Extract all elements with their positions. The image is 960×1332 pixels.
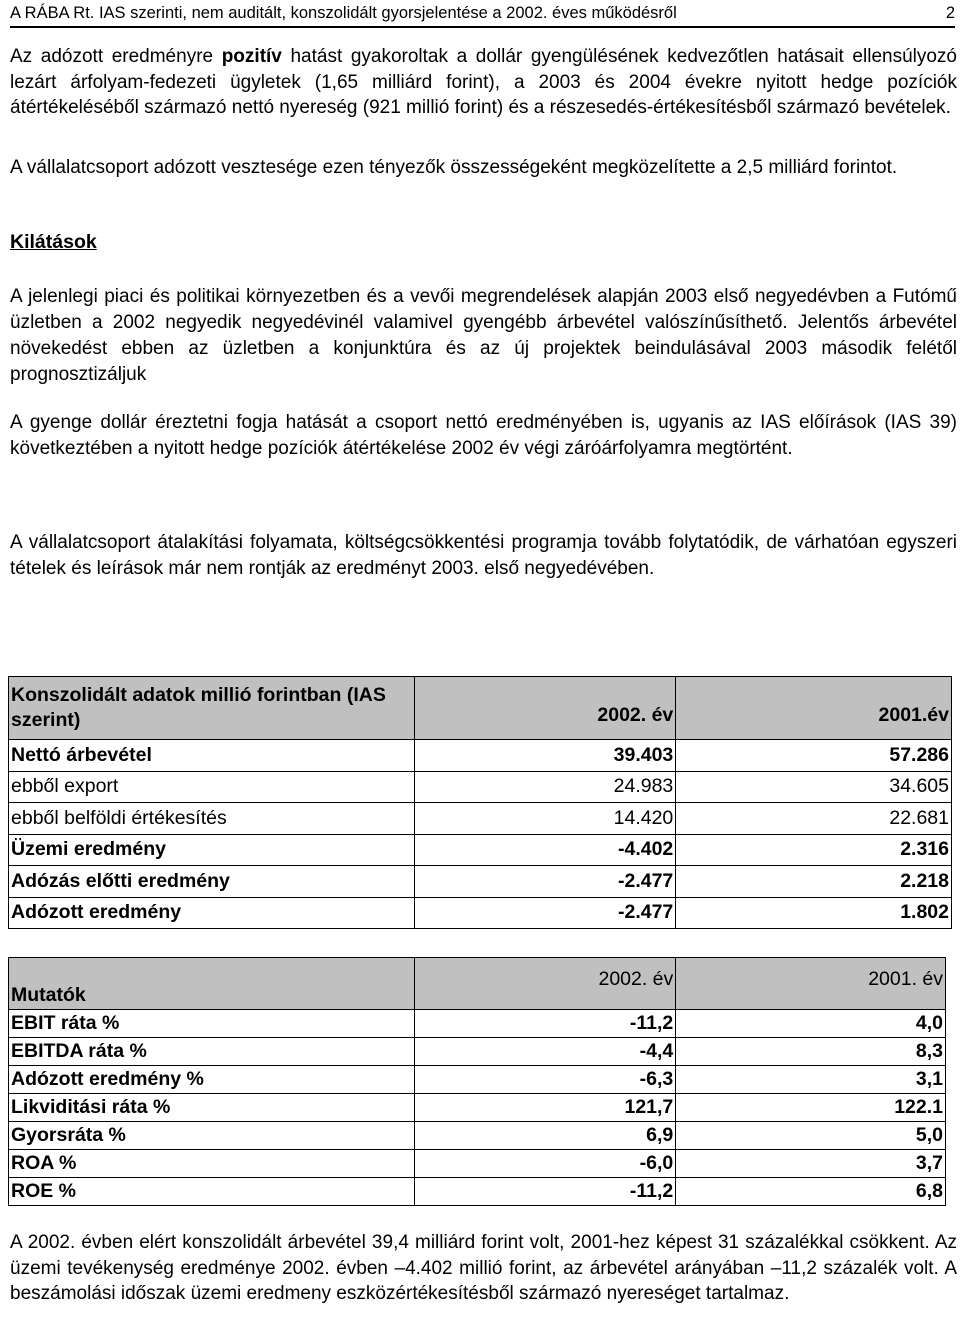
table2-cell-label: EBITDA ráta %	[9, 1038, 415, 1066]
table-header-row	[9, 677, 952, 740]
table2-cell-y2002: 121,7	[414, 1094, 676, 1122]
table2-cell-label: Likviditási ráta %	[9, 1094, 415, 1122]
table-row	[9, 771, 952, 803]
table2-cell-y2001: 5,0	[676, 1122, 946, 1150]
table-row	[9, 803, 952, 835]
paragraph-weak-dollar: A gyenge dollár éreztetni fogja hatását a csoport nettó eredményében is, ugyanis az IAS előírások (IAS 39) következtében a nyitott hedge pozíciók átértékelése 2002 év végi záróárfolyamra megtörtént.	[10, 412, 957, 459]
table-row	[9, 834, 952, 866]
table1-cell-y2001: 22.681	[676, 803, 952, 835]
table-row	[9, 740, 952, 772]
table1-cell-y2002: -4.402	[414, 834, 676, 866]
table1-cell-label: ebből belföldi értékesítés	[9, 803, 415, 835]
table-row	[9, 1038, 946, 1066]
table1-cell-label: Adózás előtti eredmény	[9, 866, 415, 898]
paragraph-outlook: A jelenlegi piaci és politikai környezetben és a vevői megrendelések alapján 2003 első negyedévben a Futómű üzletben a 2002 negyedik negyedévinél valamivel gyengébb árbevétel valószínűsíthető. Jelentős árbevétel növekedést ebben az üzletben a konjunktúra és az új projektek beindulásával 2003 második felétől prognosztizáljuk	[10, 286, 957, 385]
table-row	[9, 897, 952, 929]
table2-cell-y2002: -4,4	[414, 1038, 676, 1066]
para1-bold: pozitív	[221, 46, 282, 67]
table-row	[9, 1066, 946, 1094]
indicators-table	[8, 957, 946, 1206]
table1-cell-y2001: 2.218	[676, 866, 952, 898]
table-row	[9, 1178, 946, 1206]
table2-cell-y2001: 4,0	[676, 1010, 946, 1038]
table1-cell-label: ebből export	[9, 771, 415, 803]
table2-header-2002: 2002. év	[414, 958, 676, 1010]
para1-post: hatást gyakoroltak a dollár gyengülésének kedvezőtlen hatásait ellensúlyozó lezárt árfolyam-fedezeti ügyletek (1,65 milliárd forint), a 2003 és 2004 évekre nyitott hedge pozíciók átértékeléséből származó nettó nyereség (921 millió forint) és a részesedés-értékesítésből származó bevételek.	[10, 46, 958, 118]
table1-cell-label: Adózott eredmény	[9, 897, 415, 929]
table-header-row	[9, 958, 946, 1010]
paragraph-hedge-effects	[10, 44, 957, 121]
table1-header-label: Konszolidált adatok millió forintban (IAS szerint)	[9, 677, 415, 740]
table1-cell-y2002: -2.477	[414, 866, 676, 898]
table1-cell-y2001: 57.286	[676, 740, 952, 772]
table2-cell-label: ROA %	[9, 1150, 415, 1178]
table-row	[9, 1010, 946, 1038]
table1-cell-y2001: 2.316	[676, 834, 952, 866]
consolidated-data-table	[8, 676, 952, 929]
table1-cell-y2002: 24.983	[414, 771, 676, 803]
table2-cell-label: ROE %	[9, 1178, 415, 1206]
paragraph-revenue-summary: A 2002. évben elért konszolidált árbevétel 39,4 milliárd forint volt, 2001-hez képest 31 százalékkal csökkent. Az üzemi tevékenység eredménye 2002. évben –4.402 millió forint, az árbevétel arányában –11,2 százalék volt. A beszámolási időszak üzemi eredmeny eszközértékesítésből származó nyereséget tartalmaz.	[10, 1232, 957, 1304]
table2-cell-label: EBIT ráta %	[9, 1010, 415, 1038]
page-number: 2	[945, 4, 955, 22]
table1-cell-y2001: 1.802	[676, 897, 952, 929]
table-row	[9, 866, 952, 898]
table-row	[9, 1150, 946, 1178]
table1-cell-y2002: 39.403	[414, 740, 676, 772]
para1-pre: Az adózott eredményre	[10, 46, 222, 67]
paragraph-restructuring: A vállalatcsoport átalakítási folyamata, költségcsökkentési programja tovább folytatódik, de várhatóan egyszeri tételek és leírások már nem rontják az eredményt 2003. első negyedévében.	[10, 532, 957, 579]
table1-cell-label: Nettó árbevétel	[9, 740, 415, 772]
table1-cell-y2001: 34.605	[676, 771, 952, 803]
table2-header-label: Mutatók	[9, 958, 415, 1010]
paragraph-after-tax-loss: A vállalatcsoport adózott vesztesége ezen tényezők összességeként megközelítette a 2,5 milliárd forintot.	[10, 157, 898, 178]
page-header	[10, 2, 955, 28]
table1-header-2002: 2002. év	[414, 677, 676, 740]
table1-cell-y2002: -2.477	[414, 897, 676, 929]
table2-cell-y2001: 3,1	[676, 1066, 946, 1094]
table2-cell-y2002: -11,2	[414, 1178, 676, 1206]
table2-cell-label: Adózott eredmény %	[9, 1066, 415, 1094]
header-title: A RÁBA Rt. IAS szerinti, nem auditált, konszolidált gyorsjelentése a 2002. éves működésről	[10, 4, 677, 22]
table2-cell-y2002: -6,0	[414, 1150, 676, 1178]
table2-cell-y2002: -6,3	[414, 1066, 676, 1094]
table2-cell-y2001: 8,3	[676, 1038, 946, 1066]
table-row	[9, 1094, 946, 1122]
table1-header-2001: 2001.év	[676, 677, 952, 740]
table2-cell-label: Gyorsráta %	[9, 1122, 415, 1150]
table-row	[9, 1122, 946, 1150]
outlook-heading: Kilátások	[10, 231, 97, 253]
table2-cell-y2001: 3,7	[676, 1150, 946, 1178]
table2-header-2001: 2001. év	[676, 958, 946, 1010]
table2-cell-y2002: -11,2	[414, 1010, 676, 1038]
table2-cell-y2001: 6,8	[676, 1178, 946, 1206]
table2-cell-y2001: 122.1	[676, 1094, 946, 1122]
table2-cell-y2002: 6,9	[414, 1122, 676, 1150]
table1-cell-label: Üzemi eredmény	[9, 834, 415, 866]
table1-cell-y2002: 14.420	[414, 803, 676, 835]
